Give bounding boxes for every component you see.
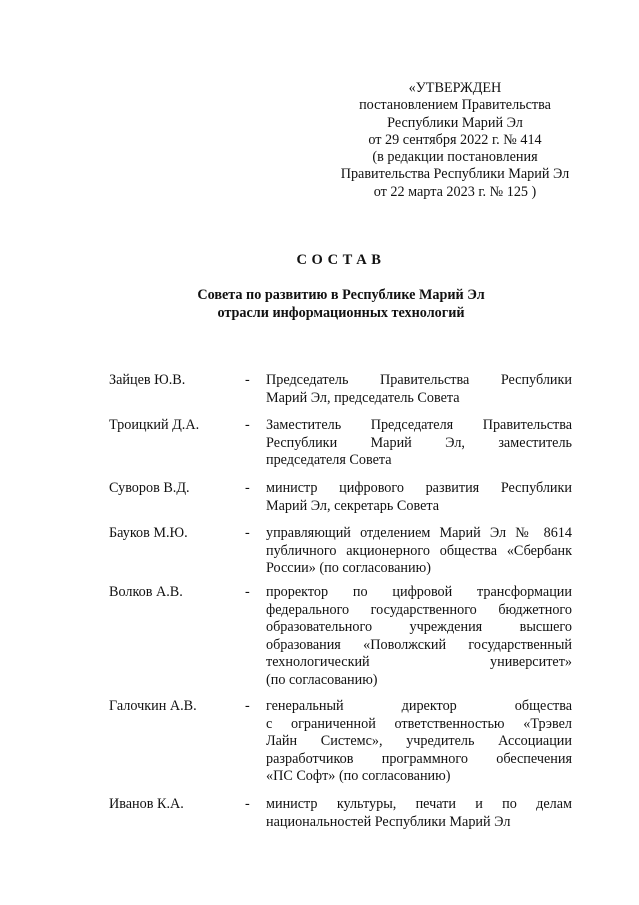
member-dash: -	[245, 698, 250, 714]
document-subtitle	[100, 287, 582, 322]
member-name: Суворов В.Д.	[109, 480, 190, 496]
approval-stamp	[322, 80, 588, 201]
description-line: разработчиков программного обеспечения	[266, 750, 572, 767]
description-line: образования «Поволжский государственный	[266, 636, 572, 653]
document-title: СОСТАВ	[296, 252, 386, 268]
member-description	[266, 584, 572, 690]
approval-line: от 29 сентября 2022 г. № 414	[368, 131, 542, 148]
member-description	[266, 525, 572, 578]
description-line: министр культуры, печати и по делам	[266, 796, 572, 812]
member-description	[266, 417, 572, 470]
description-line: «ПС Софт» (по согласованию)	[266, 768, 451, 785]
description-line: управляющий отделением Марий Эл № 8614	[266, 525, 572, 541]
member-name: Волков А.В.	[109, 584, 183, 600]
description-line: Марий Эл, секретарь Совета	[266, 497, 440, 514]
member-name: Троицкий Д.А.	[109, 417, 200, 433]
approval-line: Правительства Республики Марий Эл	[340, 166, 570, 183]
member-name: Галочкин А.В.	[109, 698, 197, 714]
description-line: Марий Эл, председатель Совета	[266, 389, 460, 406]
description-line: (по согласованию)	[266, 671, 378, 688]
member-description	[266, 698, 572, 786]
description-line: технологический университет»	[266, 654, 572, 671]
description-line: публичного акционерного общества «Сбербанк	[266, 542, 572, 559]
member-name: Иванов К.А.	[109, 796, 184, 812]
approval-line: Республики Марий Эл	[387, 114, 523, 131]
approval-line: постановлением Правительства	[359, 97, 551, 114]
subtitle-line: Совета по развитию в Республике Марий Эл	[197, 287, 485, 303]
description-line: Лайн Системс», учредитель Ассоциации	[266, 733, 572, 750]
description-line: образовательного учреждения высшего	[266, 619, 572, 636]
member-dash: -	[245, 525, 250, 541]
member-dash: -	[245, 417, 250, 433]
member-dash: -	[245, 584, 250, 600]
description-line: проректор по цифровой трансформации	[266, 584, 572, 600]
description-line: Председатель Правительства Республики	[266, 372, 572, 388]
member-name: Зайцев Ю.В.	[109, 372, 186, 388]
description-line: национальностей Республики Марий Эл	[266, 813, 511, 830]
member-dash: -	[245, 480, 250, 496]
member-name: Бауков М.Ю.	[109, 525, 188, 541]
description-line: генеральный директор общества	[266, 698, 572, 714]
approval-line: «УТВЕРЖДЕН	[408, 80, 502, 96]
member-description	[266, 372, 572, 407]
approval-line: (в редакции постановления	[372, 149, 538, 166]
description-line: с ограниченной ответственностью «Трэвел	[266, 715, 572, 732]
member-description	[266, 796, 572, 831]
description-line: министр цифрового развития Республики	[266, 480, 572, 496]
description-line: председателя Совета	[266, 452, 392, 469]
member-dash: -	[245, 796, 250, 812]
approval-line: от 22 марта 2023 г. № 125 )	[373, 183, 537, 200]
description-line: Республики Марий Эл, заместитель	[266, 434, 572, 451]
member-description	[266, 480, 572, 515]
member-dash: -	[245, 372, 250, 388]
description-line: федерального государственного бюджетного	[266, 601, 572, 618]
description-line: России» (по согласованию)	[266, 560, 431, 577]
description-line: Заместитель Председателя Правительства	[266, 417, 572, 433]
subtitle-line: отрасли информационных технологий	[217, 304, 465, 321]
